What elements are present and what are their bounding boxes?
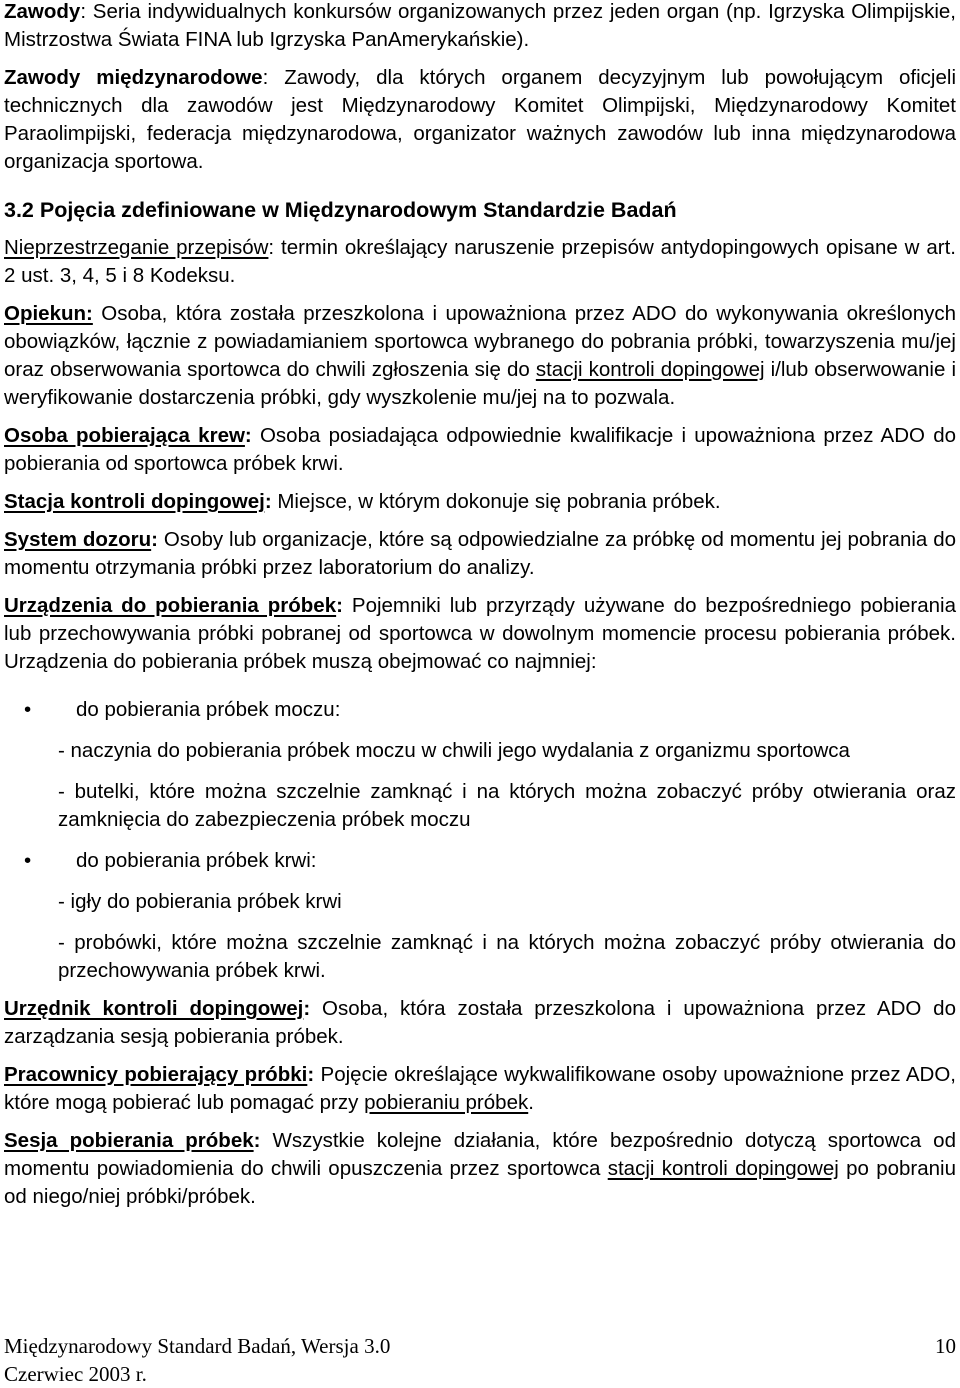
footer-title: Międzynarodowy Standard Badań, Wersja 3.0 bbox=[4, 1334, 391, 1358]
text-opiekun-before: Osoba, która została przeszkolona i upoważniona przez ADO do wykonywania określonych obowiązków, łącznie z powiadamianiem sportowca wybranego do pobrania próbki, towarzyszenia mu/jej oraz obserwowania sportowca do chwili zgłoszenia się do bbox=[4, 302, 956, 381]
document-page bbox=[4, 0, 956, 1211]
colon: : bbox=[151, 528, 158, 551]
bullet-icon: • bbox=[24, 849, 32, 872]
paragraph-zawody bbox=[4, 0, 956, 54]
sub-item-urine-2: - butelki, które można szczelnie zamknąć i na których można zobaczyć próby otwierania oraz zamknięcia do zabezpieczenia próbek moczu bbox=[58, 780, 956, 831]
section-heading: 3.2 Pojęcia zdefiniowane w Międzynarodowym Standardzie Badań bbox=[4, 198, 677, 222]
sub-item-blood-1: - igły do pobierania próbek krwi bbox=[58, 890, 342, 913]
term-system-dozoru: System dozoru bbox=[4, 528, 152, 551]
definition-system-dozoru bbox=[4, 526, 956, 582]
sub-item-blood-2: - probówki, które można szczelnie zamknąć i na których można zobaczyć próby otwierania do przechowywania próbek krwi. bbox=[58, 931, 956, 982]
page-number: 10 bbox=[935, 1334, 956, 1358]
term-opiekun: Opiekun: bbox=[4, 302, 93, 325]
text-pracownicy-after: . bbox=[528, 1091, 534, 1114]
definition-osoba-pobierajaca-krew bbox=[4, 422, 956, 478]
term-nieprzestrzeganie: Nieprzestrzeganie przepisów bbox=[4, 236, 269, 259]
text-urzadzenia: Pojemniki lub przyrządy używane do bezpośredniego pobierania lub przechowywania próbki pobranej od sportowca w dowolnym momencie procesu pobierania próbek. Urządzenia do pobierania próbek muszą obejmować co najmniej: bbox=[4, 594, 956, 673]
definition-sesja bbox=[4, 1127, 956, 1211]
definition-opiekun bbox=[4, 300, 956, 412]
sub-item-urine-1: - naczynia do pobierania próbek moczu w chwili jego wydalania z organizmu sportowca bbox=[58, 739, 850, 762]
term-osoba-pobierajaca-krew: Osoba pobierająca krew bbox=[4, 424, 245, 447]
definition-stacja bbox=[4, 488, 956, 516]
colon: : bbox=[264, 490, 272, 513]
colon: : bbox=[336, 594, 343, 617]
text-osoba-pobierajaca-krew: Osoba posiadająca odpowiednie kwalifikacje i upoważniona przez ADO do pobierania od sportowca próbek krwi. bbox=[4, 424, 956, 475]
colon: : bbox=[307, 1063, 315, 1086]
text-pracownicy-before: Pojęcie określające wykwalifikowane osoby upoważnione przez ADO, które mogą pobierać lub pomagać przy bbox=[4, 1063, 956, 1114]
list-label-urine: do pobierania próbek moczu: bbox=[76, 698, 341, 721]
term-sesja: Sesja pobierania próbek bbox=[4, 1129, 254, 1152]
definition-nieprzestrzeganie bbox=[4, 234, 956, 290]
text-urzednik: Osoba, która została przeszkolona i upoważniona przez ADO do zarządzania sesją pobierania próbek. bbox=[4, 997, 956, 1048]
paragraph-zawody-miedzynarodowe bbox=[4, 64, 956, 176]
text-stacja: Miejsce, w którym dokonuje się pobrania próbek. bbox=[271, 490, 721, 513]
bullet-icon: • bbox=[24, 698, 32, 721]
term-zawody-miedzynarodowe: Zawody międzynarodowe bbox=[4, 66, 263, 89]
page-footer bbox=[4, 1332, 956, 1388]
term-zawody: Zawody bbox=[4, 0, 81, 23]
text-system-dozoru: Osoby lub organizacje, które są odpowiedzialne za próbkę od momentu jej pobrania do momentu otrzymania próbki przez laboratorium do analizy. bbox=[4, 528, 956, 579]
list-label-blood: do pobierania próbek krwi: bbox=[76, 849, 317, 872]
text-sesja-before: Wszystkie kolejne działania, które bezpośrednio dotyczą sportowca od momentu powiadomienia do chwili opuszczenia przez sportowca bbox=[4, 1129, 956, 1180]
list-item-urine bbox=[4, 696, 956, 724]
definition-zawody-miedzynarodowe: : Zawody, dla których organem decyzyjnym lub powołującym oficjeli technicznych dla zawodów jest Międzynarodowy Komitet Olimpijski, Międzynarodowy Komitet Paraolimpijski, federacja międzynarodowa, organizator ważnych zawodów lub inna międzynarodowa organizacja sportowa. bbox=[4, 66, 956, 173]
text-nieprzestrzeganie: : termin określający naruszenie przepisów antydopingowych opisane w art. 2 ust. 3, 4, 5 i 8 Kodeksu. bbox=[4, 236, 957, 287]
definition-urzadzenia bbox=[4, 592, 956, 676]
link-pobieraniu-probek[interactable]: pobieraniu próbek bbox=[364, 1091, 529, 1114]
link-stacji-kontroli-2[interactable]: stacji kontroli dopingowej bbox=[607, 1157, 839, 1180]
definition-zawody: : Seria indywidualnych konkursów organizowanych przez jeden organ (np. Igrzyska Olimpijskie, Mistrzostwa Świata FINA lub Igrzyska PanAmerykańskie). bbox=[4, 0, 956, 51]
definition-pracownicy bbox=[4, 1061, 956, 1117]
text-sesja-after: po pobraniu od niego/niej próbki/próbek. bbox=[4, 1157, 957, 1208]
definition-urzednik bbox=[4, 995, 956, 1051]
link-stacji-kontroli[interactable]: stacji kontroli dopingowej bbox=[535, 358, 765, 381]
colon: : bbox=[303, 997, 311, 1020]
term-urzednik: Urzędnik kontroli dopingowej bbox=[4, 997, 304, 1020]
list-item-blood bbox=[4, 847, 956, 875]
colon: : bbox=[244, 424, 252, 447]
term-stacja: Stacja kontroli dopingowej bbox=[4, 490, 265, 513]
footer-date: Czerwiec 2003 r. bbox=[4, 1362, 147, 1386]
colon: : bbox=[253, 1129, 261, 1152]
term-urzadzenia: Urządzenia do pobierania próbek bbox=[4, 594, 337, 617]
text-opiekun-after: i/lub obserwowanie i weryfikowanie dostarczenia próbki, gdy wyszkolenie mu/jej na to pozwala. bbox=[4, 358, 956, 409]
term-pracownicy: Pracownicy pobierający próbki bbox=[4, 1063, 308, 1086]
